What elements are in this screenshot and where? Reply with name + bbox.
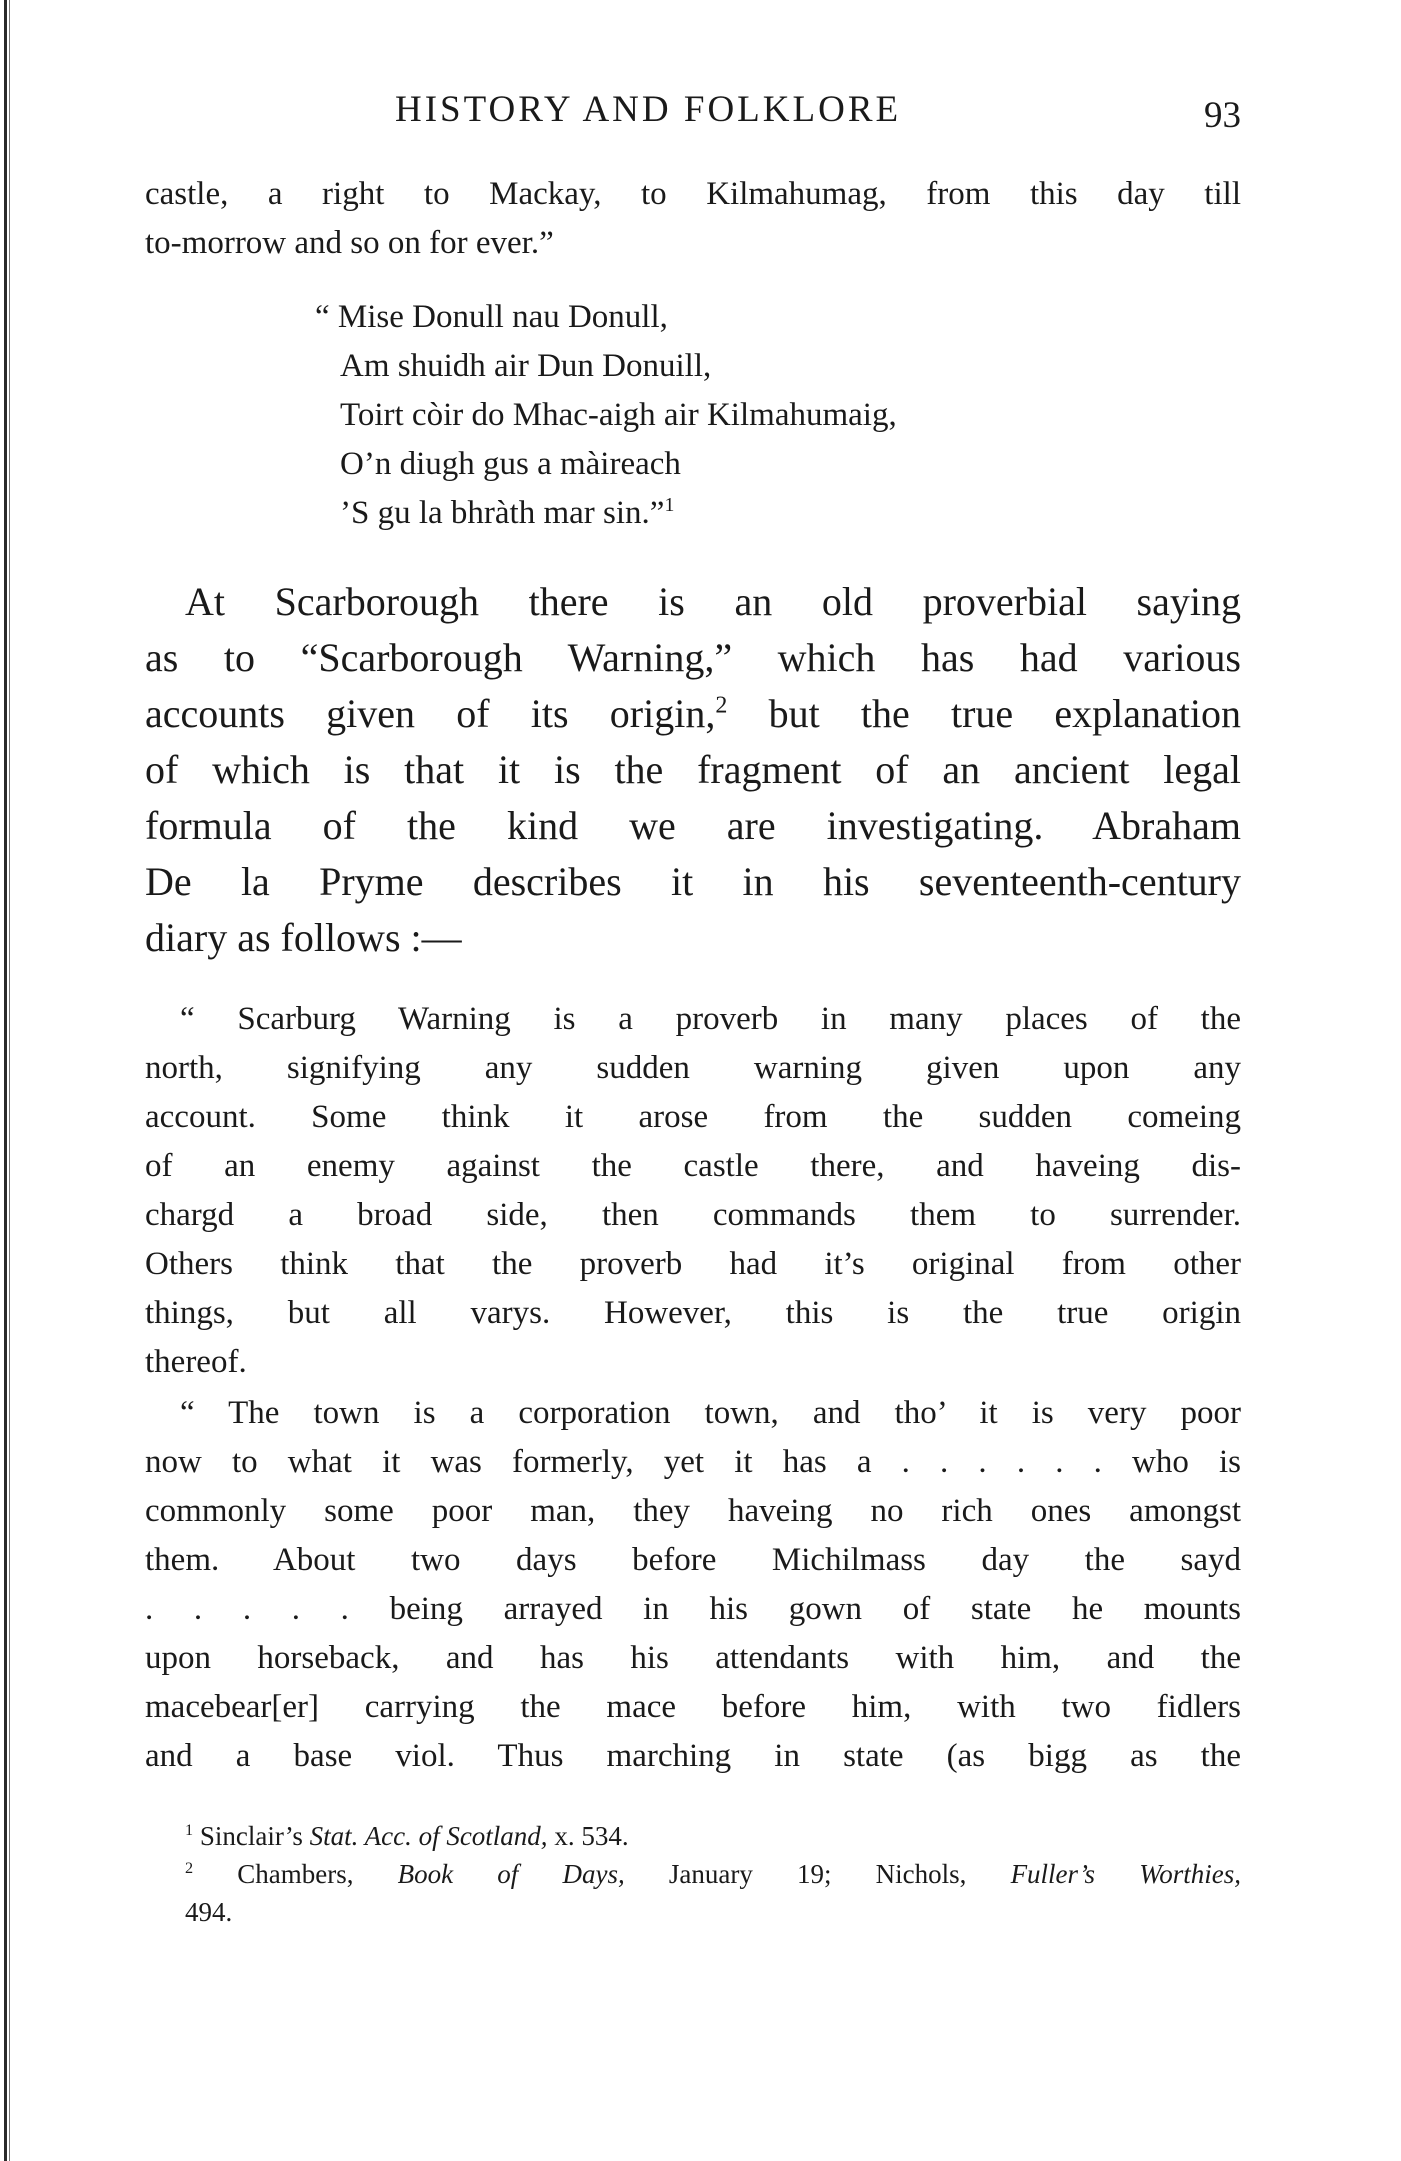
footnote-2-continued: 494.: [185, 1897, 233, 1927]
page-header: [145, 88, 1241, 138]
paragraph-line: [145, 686, 1241, 742]
quote-line: them. About two days before Michilmass day the sayd: [145, 1542, 1241, 1578]
intro-line: castle, a right to Mackay, to Kilmahumag, from this day till: [145, 176, 1241, 212]
quote-line: commonly some poor man, they haveing no rich ones amongst: [145, 1493, 1241, 1529]
footnote-2: [185, 1856, 1241, 1892]
quote-line: macebear[er] carrying the mace before him, with two fidlers: [145, 1689, 1241, 1725]
intro-line: to-morrow and so on for ever.”: [145, 225, 554, 261]
quote-line: things, but all varys. However, this is the true origin: [145, 1295, 1241, 1331]
running-head: HISTORY AND FOLKLORE: [395, 89, 902, 130]
footnote-title: Stat. Acc. of Scotland,: [309, 1821, 548, 1851]
quote-line: account. Some think it arose from the sudden comeing: [145, 1099, 1241, 1135]
page-number: 93: [1204, 95, 1241, 136]
quote-line: and a base viol. Thus marching in state (as bigg as the: [145, 1738, 1241, 1774]
verse-line: [340, 489, 674, 538]
footnote-text: x. 534.: [547, 1821, 629, 1851]
paragraph-line: of which is that it is the fragment of an ancient legal: [145, 747, 1241, 792]
footnote-ref-2: 2: [715, 692, 728, 719]
paragraph-line: as to “Scarborough Warning,” which has had various: [145, 635, 1241, 680]
footnote-text: Sinclair’s: [199, 1821, 310, 1851]
binding-edge: [4, 0, 7, 2161]
footnote-number: 2: [185, 1859, 194, 1877]
footnote-title: Fuller’s Worthies,: [1010, 1859, 1241, 1889]
footnote-ref-1: 1: [664, 494, 675, 516]
quote-line: north, signifying any sudden warning given upon any: [145, 1050, 1241, 1086]
paragraph-line: At Scarborough there is an old proverbial saying: [185, 579, 1241, 624]
footnote-1: [185, 1818, 629, 1854]
binding-edge-inner: [9, 0, 10, 2161]
paragraph-text: accounts given of its origin,: [145, 691, 716, 736]
quote-line: chargd a broad side, then commands them to surrender.: [145, 1197, 1241, 1233]
paragraph-line: formula of the kind we are investigating. Abraham: [145, 803, 1241, 848]
quote-line: of an enemy against the castle there, and haveing dis-: [145, 1148, 1241, 1184]
quote-line: now to what it was formerly, yet it has a . . . . . . who is: [145, 1444, 1241, 1480]
verse-line: “ Mise Donull nau Donull,: [315, 299, 668, 335]
quote-line: “ Scarburg Warning is a proverb in many places of the: [180, 1001, 1241, 1037]
verse-line-text: ’S gu la bhràth mar sin.”: [340, 495, 665, 531]
verse-line: Toirt còir do Mhac-aigh air Kilmahumaig,: [340, 397, 897, 433]
footnote-text: Chambers,: [237, 1859, 398, 1889]
quote-line: Others think that the proverb had it’s original from other: [145, 1246, 1241, 1282]
footnote-title: Book of Days,: [397, 1859, 625, 1889]
quote-line: upon horseback, and has his attendants with him, and the: [145, 1640, 1241, 1676]
quote-line: thereof.: [145, 1344, 247, 1380]
paragraph-line: De la Pryme describes it in his seventeenth-century: [145, 859, 1241, 904]
quote-line: . . . . . being arrayed in his gown of state he mounts: [145, 1591, 1241, 1627]
footnote-text: January 19; Nichols,: [624, 1859, 1011, 1889]
footnote-number: 1: [185, 1821, 194, 1839]
verse-line: O’n diugh gus a màireach: [340, 446, 681, 482]
paragraph-text: but the true explanation: [727, 691, 1241, 736]
verse-line: Am shuidh air Dun Donuill,: [340, 348, 712, 384]
quote-line: “ The town is a corporation town, and tho’ it is very poor: [180, 1395, 1241, 1431]
paragraph-line: diary as follows :—: [145, 915, 462, 960]
